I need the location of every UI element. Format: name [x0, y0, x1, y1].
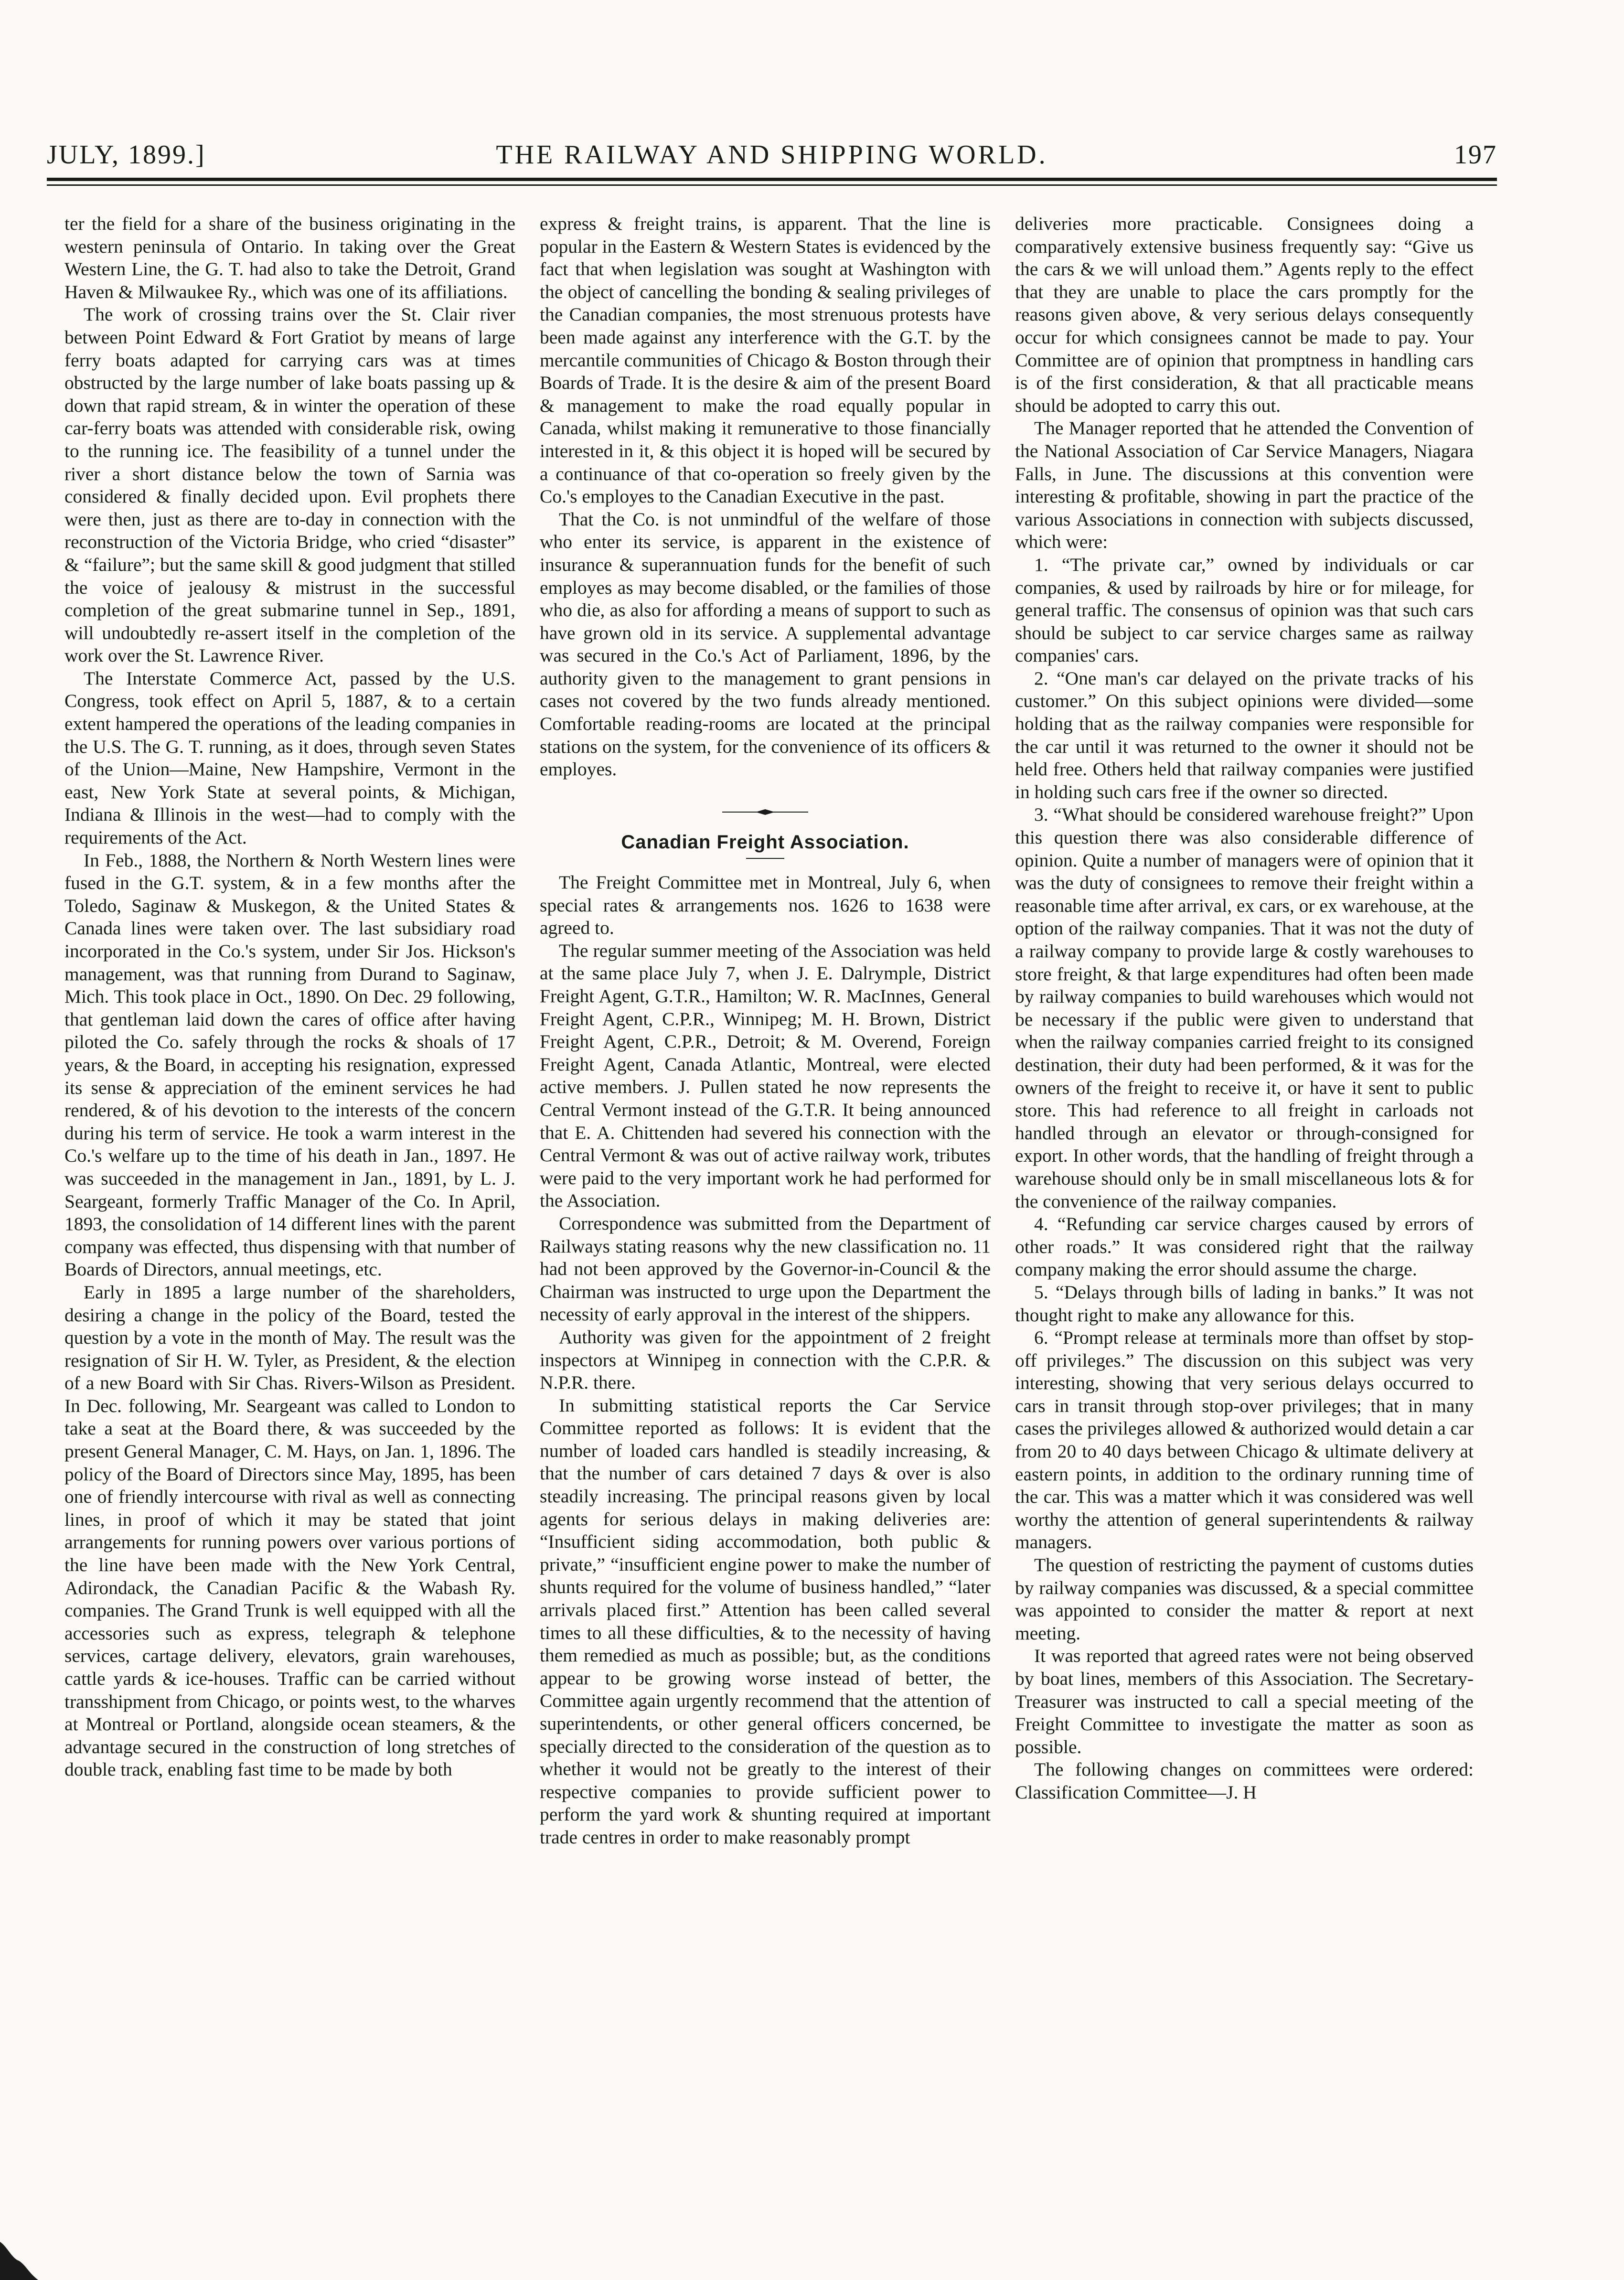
header-rule-thin: [47, 184, 1497, 186]
paragraph: Correspondence was submitted from the Department of Railways stating reasons why the new classification no. 11 had not been approved by the Governor-in-Council & the Chairman was instructed to urge upon the Department the necessity of early approval in the interest of the shippers.: [540, 1212, 991, 1325]
column-1: [64, 213, 515, 2267]
section-divider-ornament: [540, 798, 991, 821]
paragraph: 2. “One man's car delayed on the private tracks of his customer.” On this subject opinions were divided—some holding that as the railway companies were responsible for the car until it was returned to the owner it should not be held free. Others held that railway companies were justified in holding such cars free if the owner so directed.: [1015, 667, 1474, 803]
paragraph: 5. “Delays through bills of lading in banks.” It was not thought right to make any allowance for this.: [1015, 1281, 1474, 1326]
paragraph: The following changes on committees were ordered: Classification Committee—J. H: [1015, 1759, 1474, 1803]
paragraph: 3. “What should be considered warehouse freight?” Upon this question there was also considerable difference of opinion. Quite a number of managers were of opinion that it was the duty of consignees to remove their freight within a reasonable time after arrival, ex cars, or ex warehouse, at the option of the railway companies. That it was not the duty of a railway company to provide large & costly warehouses to store freight, & that large expenditures had often been made by railway companies to build warehouses which would not be necessary if the public were given to understand that when the railway companies carried freight to its consigned destination, their duty had been performed, & it was for the owners of the freight to receive it, or have it sent to public store. This had reference to all freight in carloads not handled through an elevator or through-consigned for export. In other words, that the handling of freight through a warehouse should only be in small miscellaneous lots & for the convenience of the railway companies.: [1015, 804, 1474, 1212]
paragraph: It was reported that agreed rates were not being observed by boat lines, members of this Association. The Secretary-Treasurer was instructed to call a special meeting of the Freight Committee to investigate the matter as soon as possible.: [1015, 1645, 1474, 1757]
scan-edge-mark: [0, 2213, 57, 2280]
paragraph: The regular summer meeting of the Association was held at the same place July 7, when J. E. Dalrymple, District Freight Agent, G.T.R., Hamilton; W. R. MacInnes, General Freight Agent, C.P.R., Winnipeg; M. H. Brown, District Freight Agent, C.P.R., Detroit; & M. Overend, Foreign Freight Agent, Canada Atlantic, Montreal, were elected active members. J. Pullen stated he now represents the Central Vermont instead of the G.T.R. It being announced that E. A. Chittenden had severed his connection with the Central Vermont & was out of active railway work, tributes were paid to the very important work he had performed for the Association.: [540, 940, 991, 1211]
paragraph: The Freight Committee met in Montreal, July 6, when special rates & arrangements nos. 1626 to 1638 were agreed to.: [540, 872, 991, 939]
heading-underline: [746, 858, 784, 859]
paragraph: The question of restricting the payment of customs duties by railway companies was discussed, & a special committee was appointed to consider the matter & report at next meeting.: [1015, 1554, 1474, 1644]
paragraph: The Interstate Commerce Act, passed by the U.S. Congress, took effect on April 5, 1887, & to a certain extent hampered the operations of the leading companies in the U.S. The G. T. running, as it does, through seven States of the Union—Maine, New Hampshire, Vermont in the east, New York State at several points, & Michigan, Indiana & Illinois in the west—had to comply with the requirements of the Act.: [64, 667, 515, 848]
paragraph: The Manager reported that he attended the Convention of the National Association of Car Service Managers, Niagara Falls, in June. The discussions at this convention were interesting & profitable, showing in part the practice of the various Associations in connection with subjects discussed, which were:: [1015, 417, 1474, 553]
page-header: [47, 139, 1497, 173]
paragraph: express & freight trains, is apparent. That the line is popular in the Eastern & Western States is evidenced by the fact that when legislation was sought at Washington with the object of cancelling the bonding & sealing privileges of the Canadian companies, the most strenuous protests have been made against any interference with the G.T. by the mercantile communities of Chicago & Boston through their Boards of Trade. It is the desire & aim of the present Board & management to make the road equally popular in Canada, whilst making it remunerative to those financially interested in it, & this object it is hoped will be secured by a continuance of that co-operation so freely given by the Co.'s employes to the Canadian Executive in the past.: [540, 213, 991, 507]
paragraph: 4. “Refunding car service charges caused by errors of other roads.” It was considered right that the railway company making the error should assume the charge.: [1015, 1213, 1474, 1280]
publication-title: THE RAILWAY AND SHIPPING WORLD.: [496, 140, 1048, 170]
paragraph: That the Co. is not unmindful of the welfare of those who enter its service, is apparent in the existence of insurance & superannuation funds for the benefit of such employes as may become disabled, or the families of those who die, as also for affording a means of support to such as have grown old in its service. A supplemental advantage was secured in the Co.'s Act of Parliament, 1896, by the authority given to the management to grant pensions in cases not covered by the two funds already mentioned. Comfortable reading-rooms are located at the principal stations on the system, for the convenience of its officers & employes.: [540, 508, 991, 780]
paragraph: In submitting statistical reports the Car Service Committee reported as follows: It is evident that the number of loaded cars handled is steadily increasing, & that the number of cars detained 7 days & over is also steadily increasing. The principal reasons given by local agents for serious delays in making deliveries are: “Insufficient siding accommodation, both public & private,” “insufficient engine power to make the number of shunts required for the volume of business handled,” “later arrivals placed first.” Attention has been called several times to all these difficulties, & to the necessity of having them remedied as much as possible; but, as the conditions appear to be growing worse instead of better, the Committee again urgently recommend that the attention of superintendents, or other general officers concerned, be specially directed to the consideration of the question as to whether it would not be greatly to the interest of their respective companies to provide sufficient power to perform the yard work & shunting required at important trade centres in order to make reasonably prompt: [540, 1394, 991, 1848]
paragraph: In Feb., 1888, the Northern & North Western lines were fused in the G.T. system, & in a few months after the Toledo, Saginaw & Muskegon, & the United States & Canada lines were taken over. The last subsidiary road incorporated in the Co.'s system, under Sir Jos. Hickson's management, was that running from Durand to Saginaw, Mich. This took place in Oct., 1890. On Dec. 29 following, that gentleman laid down the cares of office after having piloted the Co. safely through the rocks & shoals of 17 years, & the Board, in accepting his resignation, expressed its sense & appreciation of the eminent services he had rendered, & of his devotion to the interests of the concern during his term of service. He took a warm interest in the Co.'s welfare up to the time of his death in Jan., 1897. He was succeeded in the management in Jan., 1891, by L. J. Seargeant, formerly Traffic Manager of the Co. In April, 1893, the consolidation of 14 different lines with the parent company was effected, thus dispensing with that number of Boards of Directors, annual meetings, etc.: [64, 849, 515, 1280]
paragraph: 1. “The private car,” owned by individuals or car companies, & used by railroads by hire or for mileage, for general traffic. The consensus of opinion was that such cars should be subject to car service charges same as railway companies' cars.: [1015, 554, 1474, 666]
paragraph: Authority was given for the appointment of 2 freight inspectors at Winnipeg in connection with the C.P.R. & N.P.R. there.: [540, 1326, 991, 1393]
column-2: [540, 213, 991, 2267]
paragraph: ter the field for a share of the business originating in the western peninsula of Ontario. In taking over the Great Western Line, the G. T. had also to take the Detroit, Grand Haven & Milwaukee Ry., which was one of its affiliations.: [64, 213, 515, 302]
issue-date: JULY, 1899.]: [47, 140, 206, 170]
paragraph: 6. “Prompt release at terminals more than offset by stop-off privileges.” The discussion on this subject was very interesting, showing that very serious delays occurred to cars in transit through stop-over privileges; that in many cases the privileges allowed & authorized would detain a car from 20 to 40 days between Chicago & ultimate delivery at eastern points, in addition to the ordinary running time of the car. This was a matter which it was considered was well worthy the attention of general superintendents & railway managers.: [1015, 1327, 1474, 1553]
paragraph: deliveries more practicable. Consignees doing a comparatively extensive business frequently say: “Give us the cars & we will unload them.” Agents reply to the effect that they are unable to place the cars promptly for the reasons given above, & very serious delays consequently occur for which consignees cannot be made to pay. Your Committee are of opinion that promptness in handling cars is of the first consideration, & that all practicable means should be adopted to carry this out.: [1015, 213, 1474, 416]
section-heading: Canadian Freight Association.: [621, 832, 909, 853]
header-rule-thick: [47, 178, 1497, 181]
paragraph: Early in 1895 a large number of the shareholders, desiring a change in the policy of the Board, tested the question by a vote in the month of May. The result was the resignation of Sir H. W. Tyler, as President, & the election of a new Board with Sir Chas. Rivers-Wilson as President. In Dec. following, Mr. Seargeant was called to London to take a seat at the Board there, & was succeeded by the present General Manager, C. M. Hays, on Jan. 1, 1896. The policy of the Board of Directors since May, 1895, has been one of friendly intercourse with rival as well as connecting lines, in proof of which it may be stated that joint arrangements for running powers over various portions of the line have been made with the New York Central, Adirondack, the Canadian Pacific & the Wabash Ry. companies. The Grand Trunk is well equipped with all the accessories such as express, telegraph & telephone services, cartage delivery, elevators, grain warehouses, cattle yards & ice-houses. Traffic can be carried without transshipment from Chicago, or points west, to the wharves at Montreal or Portland, alongside ocean steamers, & the advantage secured in the construction of long stretches of double track, enabling fast time to be made by both: [64, 1281, 515, 1780]
page-number: 197: [1454, 140, 1497, 170]
paragraph: The work of crossing trains over the St. Clair river between Point Edward & Fort Gratiot by means of large ferry boats adapted for carrying cars was at times obstructed by the large number of lake boats passing up & down that rapid stream, & in winter the operation of these car-ferry boats was attended with considerable risk, owing to the running ice. The feasibility of a tunnel under the river a short distance below the town of Sarnia was considered & finally decided upon. Evil prophets there were then, just as there are to-day in connection with the reconstruction of the Victoria Bridge, who cried “disaster” & “failure”; but the same skill & good judgment that stilled the voice of jealousy & mistrust in the successful completion of the great submarine tunnel in Sep., 1891, will undoubtedly re-assert itself in the completion of the work over the St. Lawrence River.: [64, 304, 515, 666]
column-3: [1015, 213, 1474, 2267]
